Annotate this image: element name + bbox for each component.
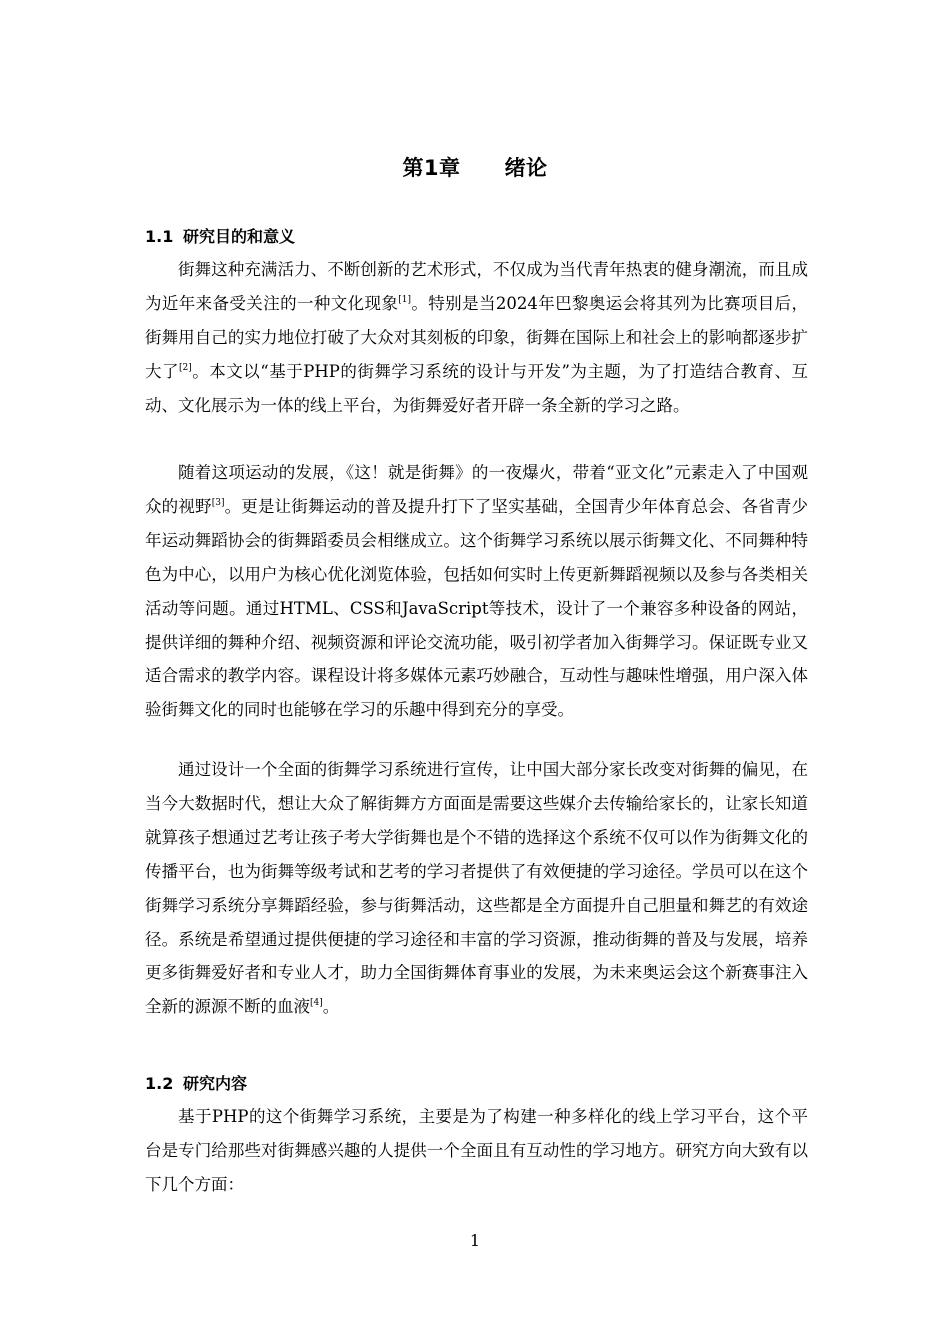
citation-marker: [1] [398, 294, 412, 305]
section-number: 1.1 [145, 227, 174, 246]
paragraph-text: 通过设计一个全面的街舞学习系统进行宣传，让中国大部分家长改变对街舞的偏见，在当今大数据时代，想让大众了解街舞方方面面是需要这些媒介去传输给家长的，让家长知道就算孩子想通过艺考让孩子考大学街舞也是个不错的选择这个系统不仅可以作为街舞文化的传播平台，也为街舞等级考试和艺考的学习者提供了有效便捷的学习途径。学员可以在这个街舞学习系统分享舞蹈经验，参与街舞活动，这些都是全方面提升自己胆量和舞艺的有效途径。系统是希望通过提供便捷的学习途径和丰富的学习资源，推动街舞的普及与发展，培养更多街舞爱好者和专业人才，助力全国街舞体育事业的发展，为未来奥运会这个新赛事注入全新的源源不断的血液 [145, 760, 808, 1017]
paragraph-text: 街舞这种充满活力、不断创新的艺术形式，不仅成为当代青年热衷的健身潮流，而且成为近年来备受关注的一种文化现象 [145, 260, 808, 313]
chapter-label: 第1章 [402, 156, 461, 180]
paragraph-text: 。特别是当2024年巴黎奥运会将其列为比赛项目后，街舞用自己的实力地位打破了大众对其刻板的印象，街舞在国际上和社会上的影响都逐步扩大了 [145, 293, 808, 381]
chapter-name: 绪论 [504, 156, 548, 180]
paragraph [145, 253, 808, 423]
paragraph-text: 随着这项运动的发展，《这！就是街舞》的一夜爆火，带着“亚文化”元素走入了中国观众的视野 [145, 463, 808, 516]
section-number: 1.2 [145, 1074, 174, 1093]
paragraph [145, 753, 808, 1024]
chapter-title [0, 152, 950, 182]
page-number: 1 [469, 1231, 481, 1250]
citation-marker: [2] [179, 362, 192, 373]
section-heading-1-1 [145, 224, 295, 247]
citation-marker: [3] [211, 497, 225, 508]
section-heading-1-2 [145, 1071, 247, 1094]
paragraph-text: 。 [322, 997, 340, 1017]
section-title: 研究目的和意义 [183, 227, 296, 246]
paragraph-text: 基于PHP的这个街舞学习系统，主要是为了构建一种多样化的线上学习平台，这个平台是专门给那些对街舞感兴趣的人提供一个全面且有互动性的学习地方。研究方向大致有以下几个方面： [145, 1107, 808, 1194]
paragraph [145, 456, 808, 727]
paragraph-text: 。更是让街舞运动的普及提升打下了坚实基础，全国青少年体育总会、各省青少年运动舞蹈协会的街舞蹈委员会相继成立。这个街舞学习系统以展示街舞文化、不同舞种特色为中心，以用户为核心优化浏览体验，包括如何实时上传更新舞蹈视频以及参与各类相关活动等问题。通过HTML、CSS和JavaScript等技术，设计了一个兼容多种设备的网站，提供详细的舞种介绍、视频资源和评论交流功能，吸引初学者加入街舞学习。保证既专业又适合需求的教学内容。课程设计将多媒体元素巧妙融合，互动性与趣味性增强，用户深入体验街舞文化的同时也能够在学习的乐趣中得到充分的享受。 [145, 496, 809, 720]
paragraph-text: 。本文以“基于PHP的街舞学习系统的设计与开发”为主题，为了打造结合教育、互动、文化展示为一体的线上平台，为街舞爱好者开辟一条全新的学习之路。 [145, 361, 808, 415]
section-title: 研究内容 [183, 1074, 248, 1093]
paragraph [145, 1100, 808, 1202]
citation-marker: [4] [310, 998, 323, 1009]
